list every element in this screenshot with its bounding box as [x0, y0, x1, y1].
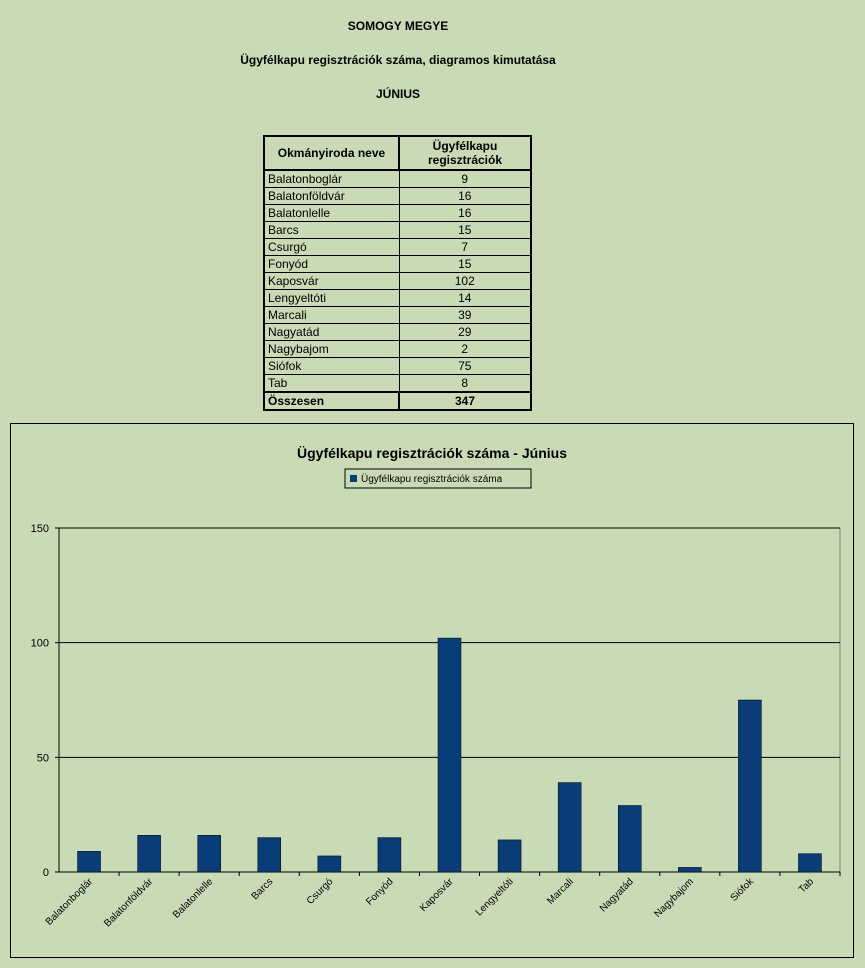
- bar: [738, 700, 761, 872]
- registration-count-cell: 2: [399, 341, 531, 358]
- table-row: [264, 324, 531, 341]
- office-name-cell: Kaposvár: [264, 273, 399, 290]
- bar: [138, 835, 161, 872]
- bar-chart: [11, 424, 853, 957]
- registration-table: [263, 135, 532, 411]
- table-row: [264, 170, 531, 188]
- bar: [678, 867, 701, 872]
- bar: [318, 856, 341, 872]
- office-name-cell: Lengyeltóti: [264, 290, 399, 307]
- bar: [378, 838, 401, 872]
- county-title: SOMOGY MEGYE: [347, 19, 449, 33]
- table-row: [264, 341, 531, 358]
- registration-count-cell: 16: [399, 205, 531, 222]
- legend-swatch: [350, 475, 357, 482]
- registration-count-cell: 75: [399, 358, 531, 375]
- registration-count-cell: 39: [399, 307, 531, 324]
- y-tick-label: 100: [30, 637, 49, 650]
- x-tick-label: Kaposvár: [417, 876, 456, 914]
- table-row: [264, 239, 531, 256]
- y-tick-label: 150: [30, 523, 49, 535]
- x-tick-label: Marcali: [545, 876, 576, 907]
- legend-label: Ügyfélkapu regisztrációk száma: [361, 474, 503, 485]
- office-name-cell: Csurgó: [264, 239, 399, 256]
- registration-count-cell: 7: [399, 239, 531, 256]
- x-tick-label: Barcs: [249, 876, 276, 903]
- x-tick-label: Siófok: [728, 876, 757, 904]
- table-row: [264, 290, 531, 307]
- x-tick-label: Csurgó: [304, 876, 336, 907]
- total-label: Összesen: [264, 392, 399, 410]
- bar: [198, 835, 221, 872]
- y-tick-label: 0: [42, 867, 49, 879]
- x-tick-label: Balatonföldvár: [102, 876, 156, 930]
- registration-count-cell: 29: [399, 324, 531, 341]
- table-row: [264, 256, 531, 273]
- bar: [258, 838, 281, 872]
- registration-count-cell: 8: [399, 375, 531, 393]
- x-tick-label: Nagyatád: [597, 876, 636, 915]
- registration-count-cell: 14: [399, 290, 531, 307]
- office-name-cell: Siófok: [264, 358, 399, 375]
- chart-title: Ügyfélkapu regisztrációk száma - Június: [297, 445, 567, 461]
- table-row: [264, 358, 531, 375]
- total-row: [264, 392, 531, 410]
- x-tick-label: Nagybajom: [652, 876, 696, 920]
- registration-count-cell: 15: [399, 222, 531, 239]
- office-name-cell: Nagyatád: [264, 324, 399, 341]
- chart-container: [10, 423, 854, 958]
- bar: [438, 638, 461, 872]
- month-title: JÚNIUS: [375, 87, 420, 101]
- table-row: [264, 375, 531, 393]
- total-value: 347: [399, 392, 531, 410]
- bar: [78, 851, 101, 872]
- table-row: [264, 273, 531, 290]
- office-name-cell: Tab: [264, 375, 399, 393]
- office-name-cell: Balatonboglár: [264, 170, 399, 188]
- report-subtitle: Ügyfélkapu regisztrációk száma, diagramos kimutatása: [240, 53, 556, 67]
- office-name-cell: Marcali: [264, 307, 399, 324]
- table-row: [264, 222, 531, 239]
- column-header-registrations: Ügyfélkapu regisztrációk: [399, 136, 531, 170]
- registration-count-cell: 102: [399, 273, 531, 290]
- office-name-cell: Barcs: [264, 222, 399, 239]
- office-name-cell: Balatonlelle: [264, 205, 399, 222]
- x-tick-label: Balatonboglár: [43, 876, 96, 928]
- registration-count-cell: 9: [399, 170, 531, 188]
- x-tick-label: Fonyód: [364, 876, 396, 908]
- x-tick-label: Balatonlelle: [170, 876, 216, 921]
- table-row: [264, 188, 531, 205]
- table-row: [264, 205, 531, 222]
- office-name-cell: Balatonföldvár: [264, 188, 399, 205]
- bar: [498, 840, 521, 872]
- y-tick-label: 50: [36, 752, 49, 765]
- registration-count-cell: 16: [399, 188, 531, 205]
- bar: [618, 805, 641, 872]
- bar: [798, 854, 821, 872]
- x-tick-label: Tab: [796, 876, 817, 896]
- office-name-cell: Fonyód: [264, 256, 399, 273]
- registration-count-cell: 15: [399, 256, 531, 273]
- table-body: [264, 170, 531, 392]
- office-name-cell: Nagybajom: [264, 341, 399, 358]
- bar: [558, 783, 581, 872]
- table-row: [264, 307, 531, 324]
- column-header-office: Okmányiroda neve: [264, 136, 399, 170]
- x-tick-label: Lengyeltóti: [473, 876, 516, 919]
